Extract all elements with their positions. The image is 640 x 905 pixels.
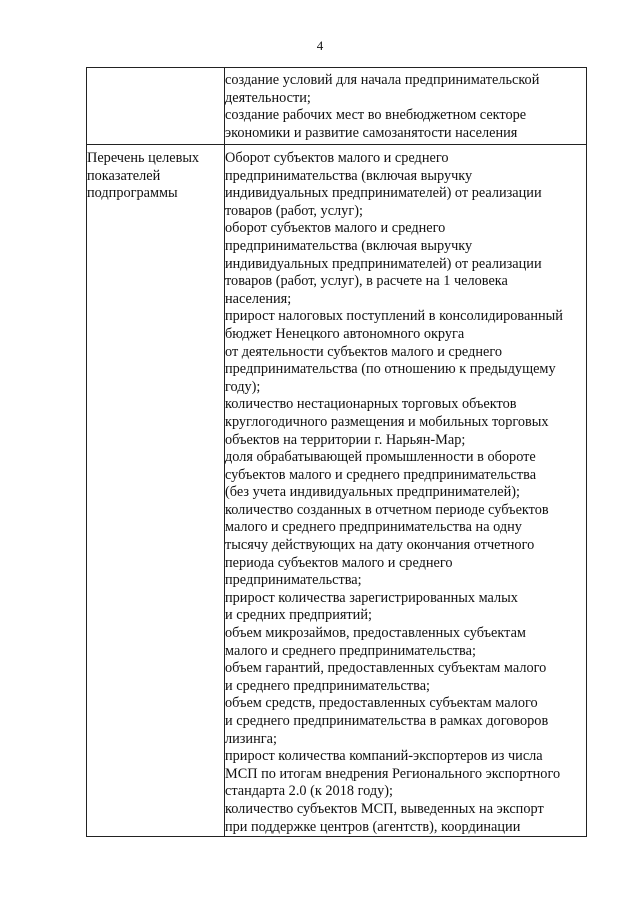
content-text-line: Оборот субъектов малого и среднего [225, 150, 449, 166]
content-text-line: прирост количества компаний-экспортеров из числа [225, 748, 543, 765]
content-text-line: деятельности; [225, 89, 311, 106]
content-text-line: субъектов малого и среднего предпринимательства [225, 466, 537, 483]
content-text-line: создание рабочих мест во внебюджетном секторе [225, 107, 527, 124]
content-text-line: товаров (работ, услуг); [225, 202, 363, 219]
program-passport-table [86, 67, 587, 837]
label-text-line: подпрограммы [87, 185, 178, 202]
row-label [87, 150, 224, 203]
content-text-line: при поддержке центров (агентств), координации [225, 818, 521, 835]
table-row [87, 68, 587, 145]
content-text-line: стандарта 2.0 (к 2018 году); [225, 783, 393, 800]
row-content [225, 150, 586, 836]
content-text-line: объем микрозаймов, предоставленных субъектам [225, 625, 526, 642]
content-text-line: малого и среднего предпринимательства на одну [225, 519, 522, 536]
content-text-line: товаров (работ, услуг), в расчете на 1 человека [225, 273, 508, 290]
content-text-line: и среднего предпринимательства; [225, 677, 431, 694]
content-text-line: прирост налоговых поступлений в консолидированный [225, 308, 563, 325]
content-text-line: создание условий для начала предпринимательской [225, 72, 540, 88]
row-label-cell [87, 68, 225, 145]
row-content [225, 72, 586, 142]
content-text-line: бюджет Ненецкого автономного округа [225, 325, 465, 342]
row-content-cell [225, 145, 587, 837]
content-text-line: круглогодичного размещения и мобильных торговых [225, 413, 549, 430]
content-text-line: индивидуальных предпринимателей) от реализации [225, 255, 542, 272]
content-text-line: и среднего предпринимательства в рамках договоров [225, 713, 549, 729]
content-text-line: индивидуальных предпринимателей) от реализации [225, 185, 542, 202]
content-text-line: МСП по итогам внедрения Регионального экспортного [225, 765, 561, 782]
content-text-line: количество созданных в отчетном периоде субъектов [225, 501, 549, 518]
content-text-line: доля обрабатывающей промышленности в обороте [225, 449, 536, 466]
content-text-line: лизинга; [225, 730, 277, 747]
content-text-line: предпринимательства (включая выручку [225, 167, 473, 184]
content-text-line: населения; [225, 290, 292, 307]
content-text-line: экономики и развитие самозанятости населения [225, 124, 518, 141]
content-text-line: тысячу действующих на дату окончания отчетного [225, 537, 535, 554]
content-text-line: объем гарантий, предоставленных субъектам малого [225, 660, 547, 677]
content-text-line: предпринимательства (включая выручку [225, 237, 473, 254]
label-text-line: показателей [87, 167, 161, 184]
content-text-line: прирост количества зарегистрированных малых [225, 589, 518, 606]
content-text-line: объектов на территории г. Нарьян-Мар; [225, 431, 466, 448]
content-text-line: количество субъектов МСП, выведенных на экспорт [225, 800, 544, 817]
row-label-cell [87, 145, 225, 837]
content-text-line: объем средств, предоставленных субъектам малого [225, 695, 538, 712]
content-text-line: периода субъектов малого и среднего [225, 554, 453, 571]
row-content-cell [225, 68, 587, 145]
content-text-line: предпринимательства (по отношению к предыдущему [225, 361, 556, 378]
table-row [87, 145, 587, 837]
content-text-line: количество нестационарных торговых объектов [225, 396, 517, 413]
content-text-line: году); [225, 378, 261, 395]
content-text-line: и средних предприятий; [225, 607, 372, 624]
content-text-line: (без учета индивидуальных предпринимателей); [225, 484, 520, 501]
content-text-line: предпринимательства; [225, 572, 362, 589]
content-text-line: оборот субъектов малого и среднего [225, 220, 446, 237]
label-text-line: Перечень целевых [87, 150, 200, 166]
page-number: 4 [316, 38, 324, 53]
content-text-line: малого и среднего предпринимательства; [225, 642, 476, 659]
content-text-line: от деятельности субъектов малого и среднего [225, 343, 503, 360]
